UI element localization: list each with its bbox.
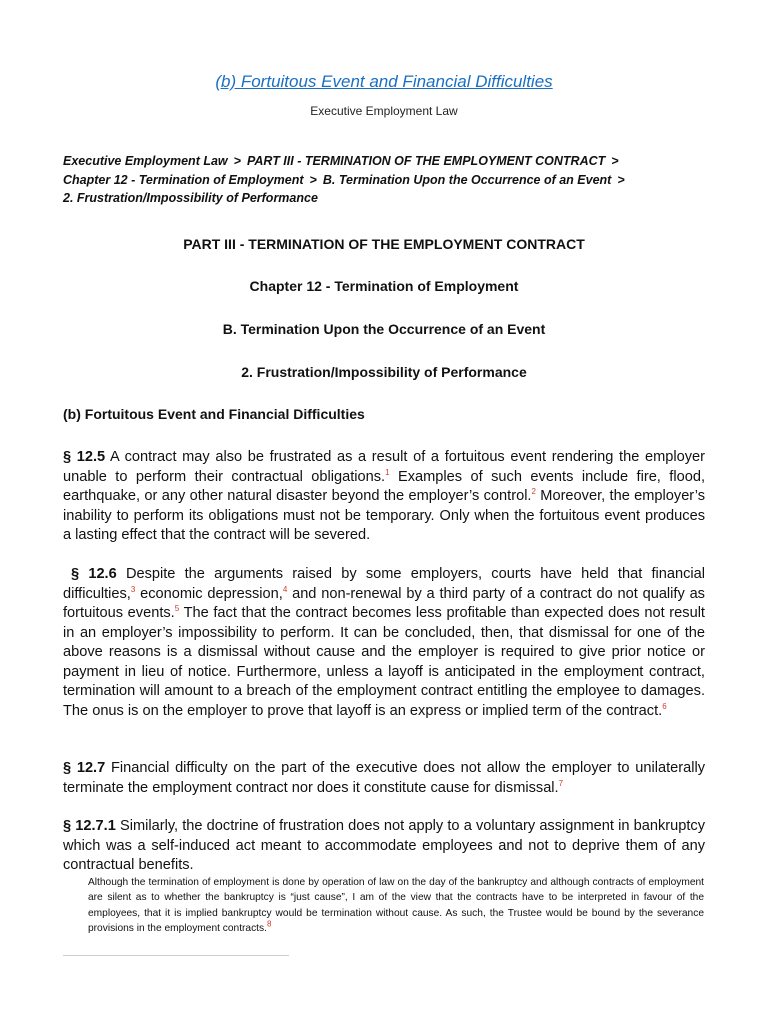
breadcrumb-item-chapter[interactable]: Chapter 12 - Termination of Employment	[63, 172, 304, 187]
breadcrumb	[63, 152, 708, 208]
paragraph-text: Moreover, the employer’s inability to perform its obligations must not be temporary. Only when the fortuitous event produces a lasting effect that the contract will be severed.	[63, 488, 705, 543]
breadcrumb-separator: >	[309, 172, 317, 187]
breadcrumb-separator: >	[611, 154, 619, 168]
document-title[interactable]: (b) Fortuitous Event and Financial Difficulties	[215, 72, 553, 91]
breadcrumb-item-book[interactable]: Executive Employment Law	[63, 154, 228, 168]
footnote-ref[interactable]: 1	[385, 467, 390, 477]
footnote-ref[interactable]: 8	[266, 919, 272, 929]
footnote-ref[interactable]: 4	[282, 584, 288, 594]
breadcrumb-item-subsection[interactable]: 2. Frustration/Impossibility of Performance	[63, 191, 318, 205]
paragraph-text: and non-renewal by a third party of a contract do not qualify as fortuitous events.	[63, 585, 705, 621]
breadcrumb-separator: >	[617, 172, 625, 187]
paragraph-number: § 12.6	[71, 566, 117, 582]
paragraph-12-7	[63, 759, 705, 798]
paragraph-number: § 12.5	[63, 449, 106, 465]
paragraph-text: Similarly, the doctrine of frustration does not apply to a voluntary assignment in bankruptcy which was a self-induced act meant to accommodate employees and not to deprive them of any contractual benefits.	[63, 818, 705, 873]
paragraph-12-6	[63, 565, 705, 721]
paragraph-text: Examples of such events include fire, flood, earthquake, or any other natural disaster beyond the employer’s control.	[63, 468, 706, 504]
footnote-ref[interactable]: 5	[174, 604, 180, 614]
part-heading: PART III - TERMINATION OF THE EMPLOYMENT CONTRACT	[183, 236, 585, 252]
paragraph-number: § 12.7	[63, 760, 106, 776]
document-subtitle: Executive Employment Law	[310, 104, 458, 118]
subsection-heading: 2. Frustration/Impossibility of Performance	[241, 364, 527, 380]
topic-heading: (b) Fortuitous Event and Financial Difficulties	[63, 406, 365, 422]
paragraph-text: A contract may also be frustrated as a result of a fortuitous event rendering the employer unable to perform their contractual obligations.	[63, 449, 705, 485]
block-quote	[88, 875, 704, 937]
paragraph-text: economic depression,	[135, 585, 283, 602]
footnote-ref[interactable]: 6	[662, 701, 667, 711]
paragraph-text: Financial difficulty on the part of the executive does not allow the employer to unilaterally terminate the employment contract nor does it constitute cause for dismissal.	[63, 760, 705, 796]
footnote-ref[interactable]: 2	[531, 487, 536, 497]
footnote-divider	[63, 955, 289, 956]
paragraph-number: § 12.7.1	[63, 818, 116, 834]
chapter-heading: Chapter 12 - Termination of Employment	[249, 278, 519, 294]
paragraph-12-5	[63, 448, 705, 546]
breadcrumb-item-part[interactable]: PART III - TERMINATION OF THE EMPLOYMENT CONTRACT	[246, 154, 606, 168]
section-heading: B. Termination Upon the Occurrence of an Event	[222, 321, 546, 337]
paragraph-text: The fact that the contract becomes less profitable than expected does not result in an employer’s impossibility to perform. It can be concluded, then, that dismissal for one of the above reasons is a dismissal without cause and the employer is required to give prior notice or payment in lieu of notice. Furthermore, unless a layoff is anticipated in the employment contract, termination will amount to a breach of the employment contract entitling the employee to damages. The onus is on the employer to prove that layoff is an express or implied term of the contract.	[63, 605, 705, 719]
paragraph-text: Despite the arguments raised by some employers, courts have held that financial difficulties,	[63, 566, 705, 602]
paragraph-12-7-1	[63, 817, 705, 876]
quote-text: Although the termination of employment is done by operation of law on the day of the bankruptcy and although contracts of employment are silent as to whether the bankruptcy is “just cause”, I am of the view that the contracts have to be interpreted in favour of the employees, that it is implied bankruptcy would be termination without cause. As such, the Trustee would be bound by the severance provisions in the employment contracts.	[88, 877, 704, 935]
footnote-ref[interactable]: 7	[558, 778, 564, 788]
breadcrumb-separator: >	[233, 154, 241, 168]
breadcrumb-item-section[interactable]: B. Termination Upon the Occurrence of an Event	[322, 172, 612, 187]
footnote-ref[interactable]: 3	[130, 584, 136, 594]
